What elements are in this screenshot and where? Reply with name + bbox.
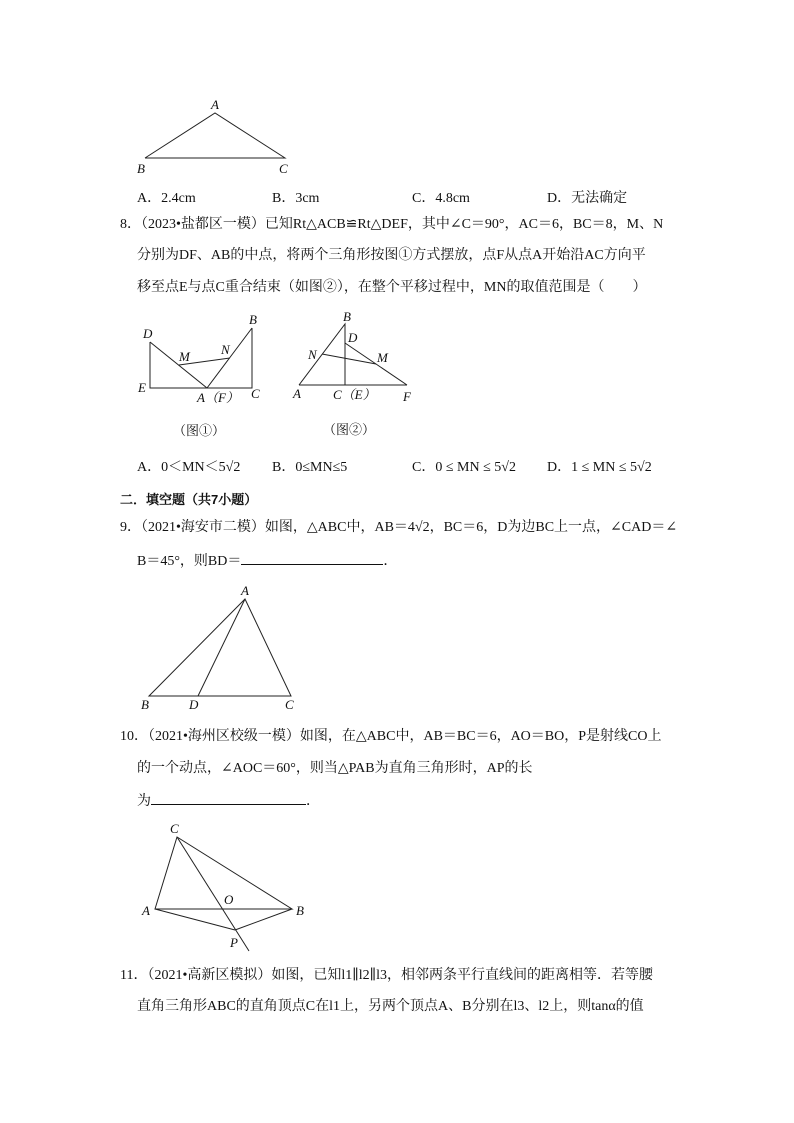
q9-line-1: 9．（2021•海安市二模）如图，△ABC中，AB＝4√2，BC＝6，D为边BC上一点，∠CAD＝∠: [120, 520, 678, 535]
q8-option-b: B．0≤MN≤5: [272, 460, 348, 475]
fig1-label-d: D: [143, 326, 153, 341]
q10-label-c: C: [170, 821, 179, 836]
section-heading: 二．填空题（共7小题）: [120, 492, 258, 507]
fig1-label-n: N: [221, 342, 230, 357]
fig2-label-a: A: [293, 386, 301, 401]
fig1-caption: （图①）: [173, 423, 226, 438]
q8-line-2: 分别为DF、AB的中点，将两个三角形按图①方式摆放，点F从点A开始沿AC方向平: [137, 248, 646, 263]
q8-line-3: 移至点E与点C重合结束（如图②），在整个平移过程中，MN的取值范围是（ ）: [137, 280, 647, 295]
fig1-label-af: A（F）: [197, 390, 239, 405]
fig2-label-m: M: [377, 350, 388, 365]
q8-option-a: A．0＜MN＜5√2: [137, 460, 241, 475]
q9-answer-blank[interactable]: [241, 550, 383, 565]
fig2-label-ce: C（E）: [333, 387, 376, 402]
label-b: B: [137, 161, 145, 176]
figure-2: [285, 310, 425, 440]
fig2-label-f: F: [403, 389, 411, 404]
q7-option-d: D．无法确定: [547, 191, 628, 206]
fig1-label-e: E: [138, 380, 146, 395]
fig2-caption: （图②）: [323, 422, 376, 437]
q9-label-a: A: [241, 583, 249, 598]
fig2-label-n: N: [308, 347, 317, 362]
q9-line-2-end: ．: [383, 554, 398, 569]
q10-figure: [135, 815, 315, 955]
q8-option-c: C．0 ≤ MN ≤ 5√2: [412, 460, 516, 475]
q10-label-p: P: [230, 935, 238, 950]
q10-label-b: B: [296, 903, 304, 918]
label-c: C: [279, 161, 288, 176]
q7-option-c: C．4.8cm: [412, 191, 470, 206]
q9-figure: [135, 583, 305, 713]
q10-line-3: [137, 790, 320, 812]
fig1-label-b: B: [249, 312, 257, 327]
fig1-label-m: M: [179, 349, 190, 364]
fig2-label-b: B: [343, 310, 351, 324]
q11-line-2: 直角三角形ABC的直角顶点C在l1上，另两个顶点A、B分别在l3、l2上，则tanα的值: [137, 999, 644, 1014]
q7-option-a: A．2.4cm: [137, 191, 196, 206]
q9-label-b: B: [141, 697, 149, 712]
q10-line-3-text: 为: [137, 794, 151, 809]
q9-line-2-text: B＝45°，则BD＝: [137, 554, 242, 569]
q9-line-2: [137, 550, 397, 572]
q10-answer-blank[interactable]: [151, 790, 306, 805]
figure-1: [135, 310, 275, 440]
q8-option-d: D．1 ≤ MN ≤ 5√2: [547, 460, 652, 475]
triangle-abc-figure: [130, 95, 300, 185]
q10-line-3-end: ．: [306, 794, 320, 809]
q10-line-1: 10．（2021•海州区校级一模）如图，在△ABC中，AB＝BC＝6，AO＝BO，P是射线CO上: [120, 729, 662, 744]
fig1-label-c: C: [251, 386, 260, 401]
q10-label-o: O: [224, 892, 234, 907]
q10-line-2: 的一个动点，∠AOC＝60°，则当△PAB为直角三角形时，AP的长: [137, 761, 533, 776]
q11-line-1: 11．（2021•高新区模拟）如图，已知l1∥l2∥l3，相邻两条平行直线间的距离相等．若等腰: [120, 968, 653, 983]
label-a: A: [211, 97, 219, 112]
q9-label-c: C: [285, 697, 294, 712]
q8-line-1: 8．（2023•盐都区一模）已知Rt△ACB≌Rt△DEF，其中∠C＝90°，AC＝6，BC＝8，M、N: [120, 217, 664, 232]
q10-label-a: A: [142, 903, 150, 918]
fig2-label-d: D: [348, 330, 358, 345]
q9-label-d: D: [189, 697, 199, 712]
q7-option-b: B．3cm: [272, 191, 320, 206]
